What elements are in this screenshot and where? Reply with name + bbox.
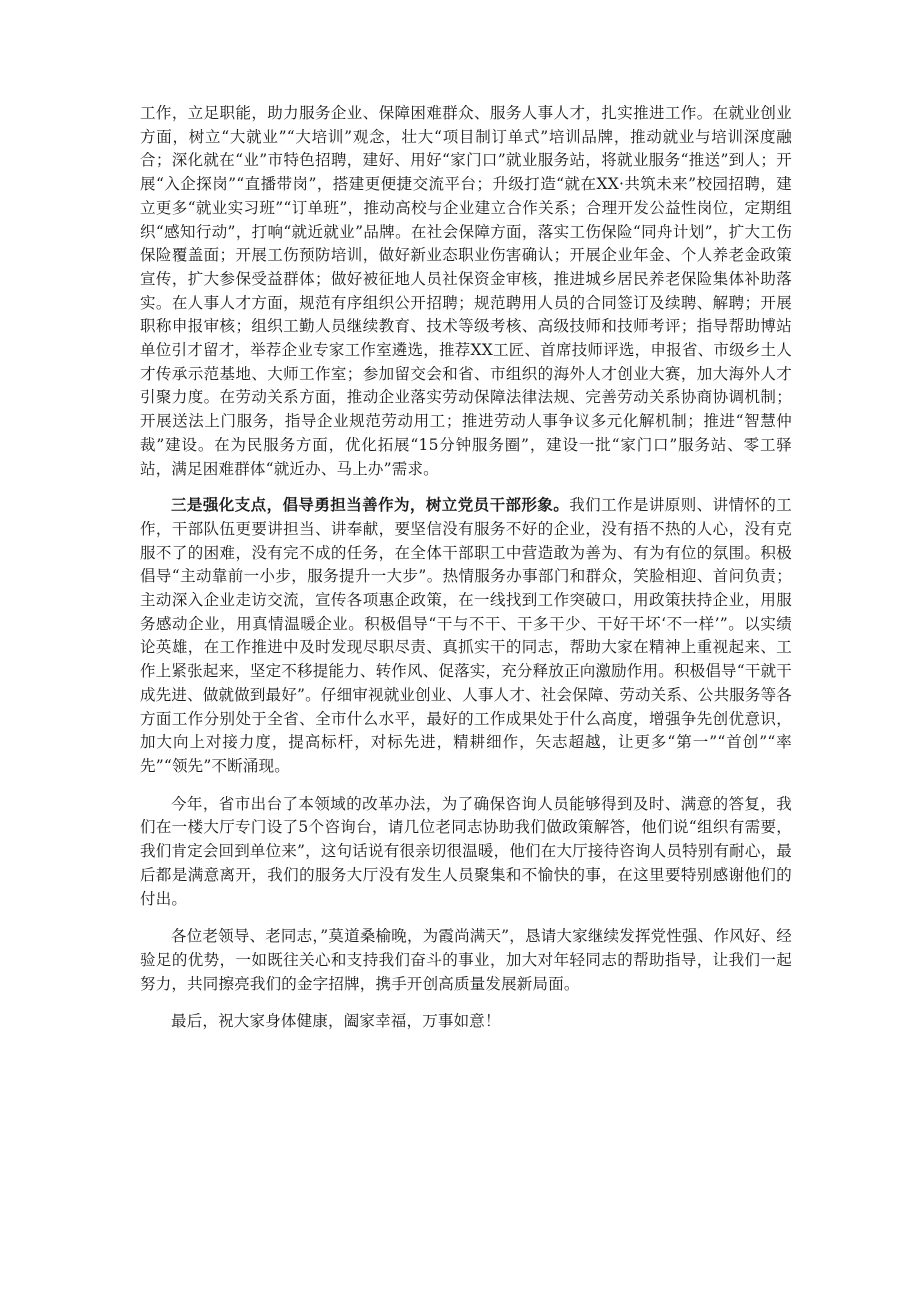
paragraph-appeal-to-veterans: 各位老领导、老同志，”莫道桑榆晚，为霞尚满天”，恳请大家继续发挥党性强、作风好、经验足的优势，一如既往关心和支持我们奋斗的事业，加大对年轻同志的帮助指导，让我们一起努力，共同擦亮我们的金字招牌，携手开创高质量发展新局面。 <box>140 927 792 993</box>
document-body <box>140 102 792 1034</box>
paragraph-third-point <box>140 493 792 778</box>
paragraph-employment-services: 工作，立足职能，助力服务企业、保障困难群众、服务人事人才，扎实推进工作。在就业创业方面，树立“大就业”“大培训”观念，壮大“项目制订单式”培训品牌，推动就业与培训深度融合；深化就在“业”市特色招聘，建好、用好“家门口”就业服务站，将就业服务“推送”到人；开展“入企探岗”“直播带岗”，搭建更便捷交流平台；升级打造“就在XX·共筑未来”校园招聘，建立更多“就业实习班”“订单班”，推动高校与企业建立合作关系；合理开发公益性岗位，定期组织“感知行动”，打响“就近就业”品牌。在社会保障方面，落实工伤保险“同舟计划”，扩大工伤保险覆盖面；开展工伤预防培训，做好新业态职业伤害确认；开展企业年金、个人养老金政策宣传，扩大参保受益群体；做好被征地人员社保资金审核，推进城乡居民养老保险集体补助落实。在人事人才方面，规范有序组织公开招聘；规范聘用人员的合同签订及续聘、解聘；开展职称申报审核；组织工勤人员继续教育、技术等级考核、高级技师和技师考评；指导帮助博站单位引才留才，举荐企业专家工作室遴选，推荐XX工匠、首席技师评选，申报省、市级乡土人才传承示范基地、大师工作室；参加留交会和省、市组织的海外人才创业大赛，加大海外人才引聚力度。在劳动关系方面，推动企业落实劳动保障法律法规、完善劳动关系协商协调机制；开展送法上门服务，指导企业规范劳动用工；推进劳动人事争议多元化解机制；推进“智慧仲裁”建设。在为民服务方面，优化拓展“15分钟服务圈”，建设一批“家门口”服务站、零工驿站，满足困难群体“就近办、马上办”需求。 <box>140 104 792 478</box>
paragraph-closing-wishes: 最后，祝大家身体健康，阖家幸福，万事如意！ <box>171 1012 501 1031</box>
paragraph-consultation-desk: 今年，省市出台了本领域的改革办法，为了确保咨询人员能够得到及时、满意的答复，我们在一楼大厅专门设了5个咨询台，请几位老同志协助我们做政策解答，他们说“组织有需要，我们肯定会回到单位来”，这句话说有很亲切很温暖，他们在大厅接待咨询人员特别有耐心，最后都是满意离开，我们的服务大厅没有发生人员聚集和不愉快的事，在这里要特别感谢他们的付出。 <box>140 794 792 908</box>
section-lead-heading: 三是强化支点，倡导勇担当善作为，树立党员干部形象。 <box>171 495 570 515</box>
section-body-text: 我们工作是讲原则、讲情怀的工作，干部队伍更要讲担当、讲奉献，要坚信没有服务不好的企业，没有捂不热的人心，没有克服不了的困难，没有完不成的任务，在全体干部职工中营造敢为善为、有为有位的氛围。积极倡导“主动靠前一小步，服务提升一大步”。热情服务办事部门和群众，笑脸相迎、首问负责；主动深入企业走访交流，宣传各项惠企政策，在一线找到工作突破口，用政策扶持企业，用服务感动企业，用真情温暖企业。积极倡导“干与不干、干多干少、干好干坏‘不一样’”。以实绩论英雄，在工作推进中及时发现尽职尽责、真抓实干的同志，帮助大家在精神上重视起来、工作上紧张起来，坚定不移提能力、转作风、促落实，充分释放正向激励作用。积极倡导“干就干成先进、做就做到最好”。仔细审视就业创业、人事人才、社会保障、劳动关系、公共服务等各方面工作分别处于全省、全市什么水平，最好的工作成果处于什么高度，增强争先创优意识，加大向上对接力度，提高标杆，对标先进，精耕细作，矢志超越，让更多“第一”“首创”“率先”“领先”不断涌现。 <box>140 496 792 775</box>
